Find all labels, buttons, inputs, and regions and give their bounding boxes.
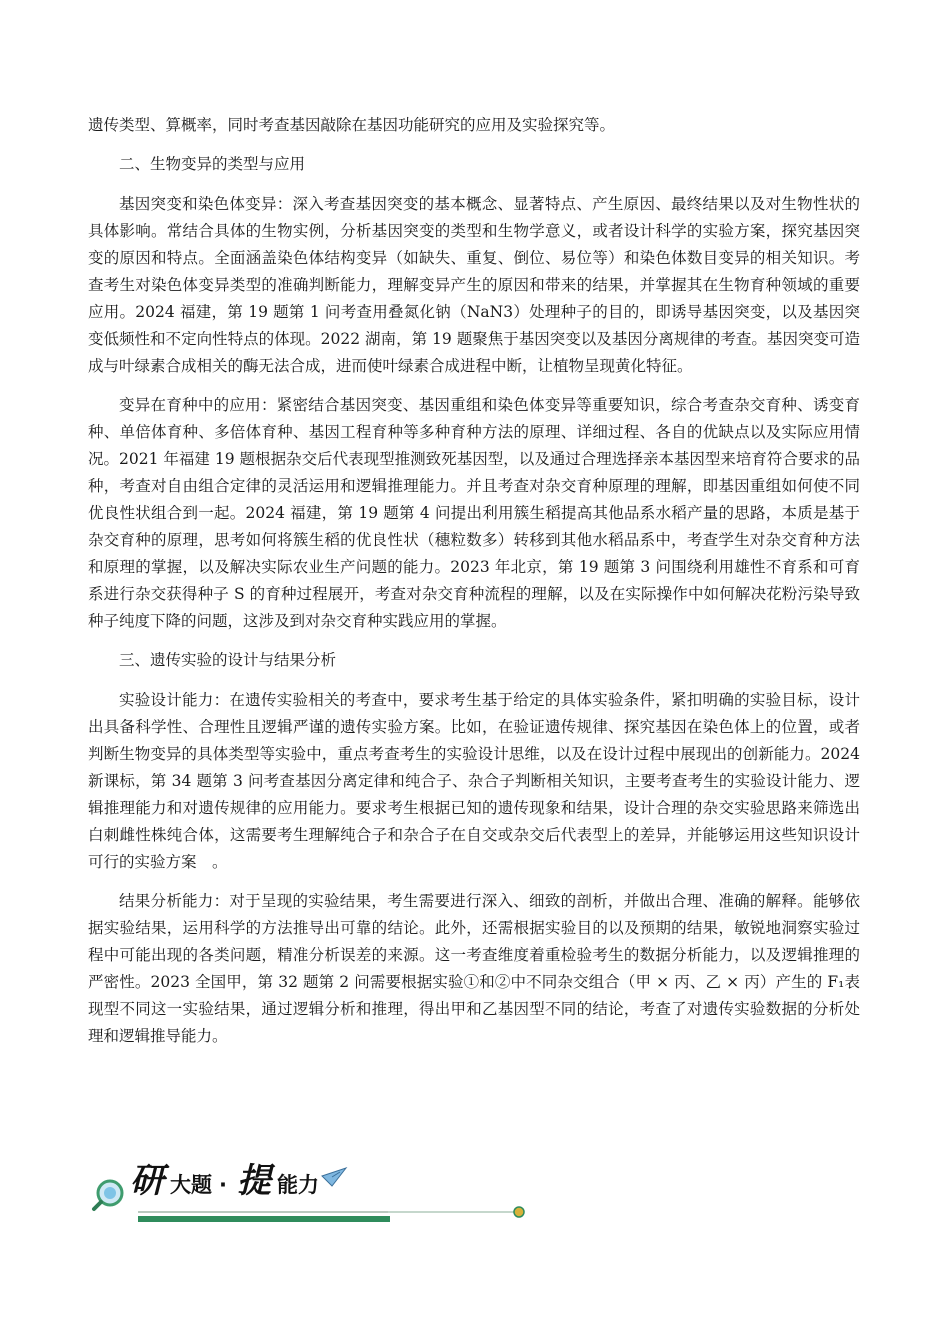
magnifier-icon <box>94 1181 122 1209</box>
continuation-paragraph: 遗传类型、算概率，同时考查基因敲除在基因功能研究的应用及实验探究等。 <box>88 116 616 134</box>
banner-char-research: 研 <box>130 1161 164 1201</box>
section-heading-2: 二、生物变异的类型与应用 <box>119 155 306 173</box>
banner-underline-bar <box>138 1216 390 1222</box>
breeding-paragraph: 变异在育种中的应用：紧密结合基因突变、基因重组和染色体变异等重要知识，综合考查杂交育种、诱变育种、单倍体育种、多倍体育种、基因工程育种等多种育种方法的原理、详细过程、各自的优缺点以及实际应用情况。2021 年福建 19 题根据杂交后代表现型推测致死基因型，以及通过合理选择亲本基因型来培育符合要求的品种，考查对自由组合定律的灵活运用和逻辑推理能力。并且考查对杂交育种原理的理解，即基因重组如何使不同优良性状组合到一起。2024 福建，第 19 题第 4 问提出利用簇生稻提高其他品系水稻产量的思路，本质是基于杂交育种的原理，思考如何将簇生稻的优良性状（穗粒数多）转移到其他水稻品系中，考查学生对杂交育种方法和原理的掌握，以及解决实际农业生产问题的能力。2023 年北京，第 19 题第 3 问围绕利用雄性不育系和可育系进行杂交获得种子 S 的育种过程展开，考查对杂交育种流程的理解，以及在实际操作中如何解决花粉污染导致种子纯度下降的问题，这涉及到对杂交育种实践应用的掌握。 <box>88 396 860 630</box>
banner-dot: · <box>219 1173 227 1197</box>
banner-text-questions: 大题 <box>170 1173 212 1197</box>
section-banner <box>88 1160 538 1226</box>
mutation-paragraph: 基因突变和染色体变异：深入考查基因突变的基本概念、显著特点、产生原因、最终结果以及对生物性状的具体影响。常结合具体的生物实例，分析基因突变的类型和生物学意义，或者设计科学的实验方案，探究基因突变的原因和特点。全面涵盖染色体结构变异（如缺失、重复、倒位、易位等）和染色体数目变异的相关知识。考查考生对染色体变异类型的准确判断能力，理解变异产生的原因和带来的结果，并掌握其在生物育种领域的重要应用。2024 福建，第 19 题第 1 问考查用叠氮化钠（NaN3）处理种子的目的，即诱导基因突变，以及基因突变低频性和不定向性特点的体现。2022 湖南，第 19 题聚焦于基因突变以及基因分离规律的考查。基因突变可造成与叶绿素合成相关的酶无法合成，进而使叶绿素合成进程中断，让植物呈现黄化特征。 <box>88 195 860 375</box>
paper-plane-icon <box>322 1168 346 1186</box>
banner-end-dot <box>514 1207 524 1217</box>
result-analysis-paragraph: 结果分析能力：对于呈现的实验结果，考生需要进行深入、细致的剖析，并做出合理、准确的解释。能够依据实验结果，运用科学的方法推导出可靠的结论。此外，还需根据实验目的以及预期的结果，敏锐地洞察实验过程中可能出现的各类问题，精准分析误差的来源。这一考查维度着重检验考生的数据分析能力，以及逻辑推理的严密性。2023 全国甲，第 32 题第 2 问需要根据实验①和②中不同杂交组合（甲 × 丙、乙 × 丙）产生的 F₁表现型不同这一实验结果，通过逻辑分析和推理，得出甲和乙基因型不同的结论，考查了对遗传实验数据的分析处理和逻辑推导能力。 <box>88 892 860 1045</box>
banner-char-improve: 提 <box>237 1161 271 1201</box>
section-heading-3: 三、遗传实验的设计与结果分析 <box>119 651 337 669</box>
document-body <box>88 112 860 1062</box>
banner-text-ability: 能力 <box>277 1173 319 1197</box>
experiment-design-paragraph: 实验设计能力：在遗传实验相关的考查中，要求考生基于给定的具体实验条件，紧扣明确的实验目标，设计出具备科学性、合理性且逻辑严谨的遗传实验方案。比如，在验证遗传规律、探究基因在染色体上的位置，或者判断生物变异的具体类型等实验中，重点考查考生的实验设计思维，以及在设计过程中展现出的创新能力。2024 新课标，第 34 题第 3 问考查基因分离定律和纯合子、杂合子判断相关知识，主要考查考生的实验设计能力、逻辑推理能力和对遗传规律的应用能力。要求考生根据已知的遗传现象和结果，设计合理的杂交实验思路来筛选出白刺雌性株纯合体，这需要考生理解纯合子和杂合子在自交或杂交后代表型上的差异，并能够运用这些知识设计可行的实验方案 。 <box>88 691 860 871</box>
